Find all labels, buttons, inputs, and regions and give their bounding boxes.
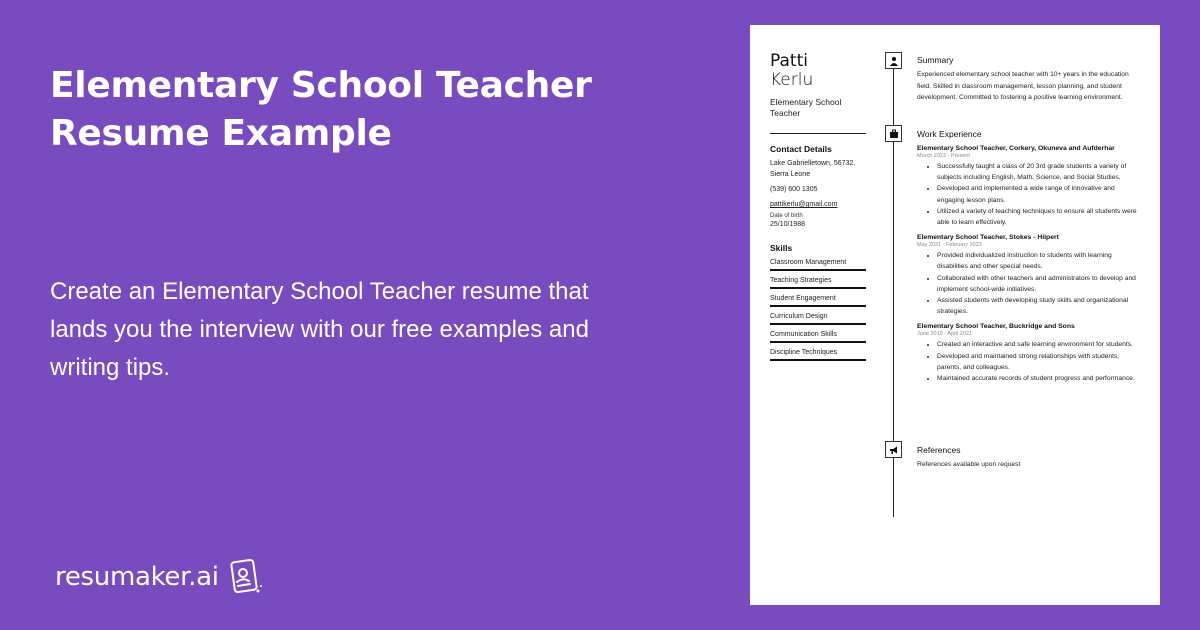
page-title-line-2: Resume Example bbox=[50, 113, 392, 154]
job-bullet: • Provided individualized instruction to students with learning disabilities and other special needs. bbox=[937, 250, 1137, 272]
skill-bar bbox=[770, 305, 866, 307]
job-role: Elementary School Teacher bbox=[770, 97, 842, 118]
job-bullet: • Maintained accurate records of student progress and performance. bbox=[937, 373, 1137, 384]
experience-section bbox=[917, 129, 1137, 384]
job-bullet: • Assisted students with developing study skills and organizational strategies. bbox=[937, 295, 1137, 317]
summary-heading: Summary bbox=[917, 55, 954, 65]
experience-heading: Work Experience bbox=[917, 129, 982, 139]
last-name: Kerlu bbox=[770, 70, 814, 90]
divider bbox=[770, 133, 866, 134]
summary-section bbox=[917, 55, 1137, 104]
resume-preview bbox=[750, 25, 1160, 605]
first-name: Patti bbox=[770, 51, 808, 71]
page-title-line-1: Elementary School Teacher bbox=[50, 65, 592, 106]
skill-bar bbox=[770, 323, 866, 325]
skill-name: Communication Skills bbox=[770, 331, 837, 338]
person-icon bbox=[885, 52, 902, 69]
dob-value: 25/10/1988 bbox=[770, 221, 806, 228]
job-dates: June 2019 - April 2021 bbox=[917, 331, 973, 338]
job-bullet: • Developed and maintained strong relationships with students, parents, and colleagues. bbox=[937, 351, 1137, 373]
job-title: Elementary School Teacher, Corkery, Okuneva and Aufderhar bbox=[917, 145, 1115, 152]
briefcase-icon bbox=[885, 125, 902, 142]
job-bullet: • Collaborated with other teachers and administrators to develop and implement school-wide initiatives. bbox=[937, 273, 1137, 295]
skill-bar bbox=[770, 359, 866, 361]
job-dates: May 2021 - February 2023 bbox=[917, 242, 982, 249]
contact-address: Lake Gabrielletown, 56732, Sierra Leone bbox=[770, 160, 856, 178]
skill-bar bbox=[770, 341, 866, 343]
resume-sidebar bbox=[770, 52, 866, 361]
job-bullet: • Developed and implemented a wide range of innovative and engaging lesson plans. bbox=[937, 183, 1137, 205]
job-bullet: • Utilized a variety of teaching techniques to ensure all students were able to learn effectively. bbox=[937, 206, 1137, 228]
skill-name: Discipline Techniques bbox=[770, 349, 838, 356]
references-heading: References bbox=[917, 445, 961, 455]
job-bullet: • Successfully taught a class of 20 3rd grade students a variety of subjects including English, Math, Science, and Social Studies. bbox=[937, 161, 1137, 183]
skill-item bbox=[770, 348, 866, 361]
skill-item bbox=[770, 258, 866, 271]
summary-text: Experienced elementary school teacher with 10+ years in the education field. Skilled in classroom management, lesson planning, and student development. Committed to fostering a positive learning environment. bbox=[917, 71, 1129, 101]
brand-logo[interactable] bbox=[55, 555, 265, 599]
dob-label: Date of birth bbox=[770, 213, 803, 219]
skill-name: Classroom Management bbox=[770, 259, 847, 266]
contact-email[interactable]: pattikerlu@gmail.com bbox=[770, 201, 838, 208]
resume-logo-icon bbox=[225, 555, 265, 599]
skills-list bbox=[770, 258, 866, 361]
page-subtitle: Create an Elementary School Teacher resume that lands you the interview with our free examples and writing tips. bbox=[50, 278, 589, 381]
job-entry bbox=[917, 234, 1137, 317]
skill-item bbox=[770, 276, 866, 289]
skill-name: Teaching Strategies bbox=[770, 277, 832, 284]
job-bullet: • Created an interactive and safe learning environment for students. bbox=[937, 339, 1137, 350]
skill-bar bbox=[770, 287, 866, 289]
brand-name: resumaker.ai bbox=[55, 562, 219, 592]
skills-heading: Skills bbox=[770, 243, 793, 253]
skill-item bbox=[770, 330, 866, 343]
job-entry bbox=[917, 145, 1137, 228]
contact-phone: (539) 600 1305 bbox=[770, 186, 818, 193]
references-section bbox=[917, 445, 1137, 471]
skill-name: Student Engagement bbox=[770, 295, 836, 302]
skill-item bbox=[770, 294, 866, 307]
job-entry bbox=[917, 323, 1137, 384]
job-dates: March 2023 - Present bbox=[917, 153, 970, 159]
skill-item bbox=[770, 312, 866, 325]
megaphone-icon bbox=[885, 441, 902, 458]
skill-name: Curriculum Design bbox=[770, 313, 828, 320]
job-title: Elementary School Teacher, Buckridge and Sons bbox=[917, 323, 1075, 331]
job-title: Elementary School Teacher, Stokes - Hilpert bbox=[917, 234, 1059, 242]
page-title bbox=[50, 62, 690, 158]
references-text: References available upon request bbox=[917, 461, 1021, 468]
contact-heading: Contact Details bbox=[770, 144, 832, 154]
skill-bar bbox=[770, 269, 866, 271]
